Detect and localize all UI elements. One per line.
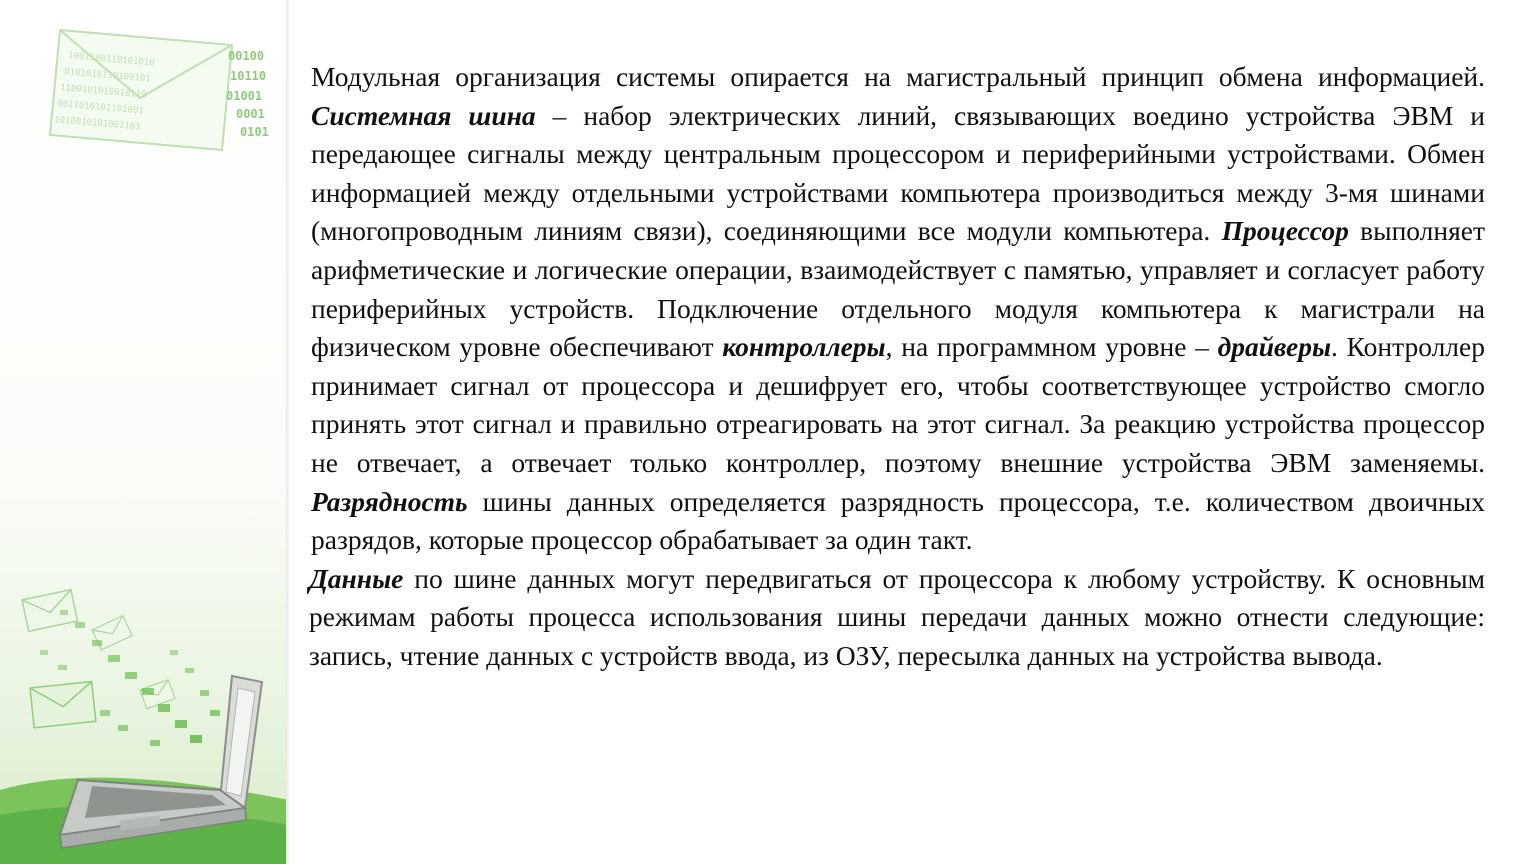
text-segment: выполняет арифметические и логические операции, взаимодействует с памятью, управляет и согласует работу периферийных устройств. Подключение отдельного модуля компьютера к магистрали на физическом уровне обеспечивают — [311, 215, 1485, 363]
text-segment: , на программном уровне – — [885, 331, 1218, 363]
text-segment: . Контроллер принимает сигнал от процессора и дешифрует его, чтобы соответствующее устройство смогло принять этот сигнал и правильно отреагировать на этот сигнал. За реакцию устройства процессор не отвечает, а отвечает только контроллер, поэтому внешние устройства ЭВМ заменяемы. — [311, 331, 1485, 478]
text-segment: – набор электрических линий, связывающих воедино устройства ЭВМ и передающее сигналы между центральным процессором и периферийными устройствами. Обмен информацией между отдельными устройствами компьютера производиться между 3-мя шинами (многопроводным линиям связи), соединяющими все модули компьютера. — [311, 99, 1485, 247]
panel-divider — [286, 0, 290, 864]
key-term: драйверы — [1217, 331, 1332, 363]
binary-row: 1001100110101010 — [67, 51, 155, 69]
key-term: контроллеры — [722, 331, 886, 363]
binary-row: 0011010101101001 — [56, 99, 144, 117]
binary-row: 0101010110100101 — [63, 67, 151, 85]
text-segment: Модульная организация системы опирается на магистральный принцип обмена информацией. — [311, 61, 1485, 92]
binary-fragment: 10110 — [230, 69, 267, 83]
decorative-side-panel — [0, 0, 289, 864]
binary-fragment: 0101 — [240, 125, 269, 139]
binary-envelope-icon — [50, 30, 232, 150]
key-term: Процессор — [1221, 215, 1349, 247]
binary-row: 1100101010010110 — [59, 83, 147, 101]
paragraph — [311, 58, 1485, 560]
key-term: Разрядность — [311, 485, 468, 517]
flying-envelopes-icon — [22, 590, 175, 728]
text-segment: по шине данных могут передвигаться от процессора к любому устройству. К основным режимам работы процесса использования шины передачи данных можно отнести следующие: запись, чтение данных с устройств ввода, из ОЗУ, пересылка данных на устройства вывода. — [309, 562, 1485, 671]
decoration-artwork — [0, 0, 289, 864]
binary-fragment: 00100 — [228, 49, 265, 63]
binary-fragment: 01001 — [226, 89, 263, 103]
binary-fragments — [226, 49, 269, 139]
key-term: Данные — [309, 562, 404, 594]
paragraph — [309, 560, 1485, 676]
text-segment: шины данных определяется разрядность процессора, т.е. количеством двоичных разрядов, которые процессор обрабатывает за один такт. — [311, 485, 1485, 556]
binary-row: 1010010101001101 — [53, 115, 141, 133]
key-term: Системная шина — [311, 99, 536, 131]
binary-fragment: 0001 — [236, 107, 265, 121]
slide-text-body — [311, 58, 1485, 676]
